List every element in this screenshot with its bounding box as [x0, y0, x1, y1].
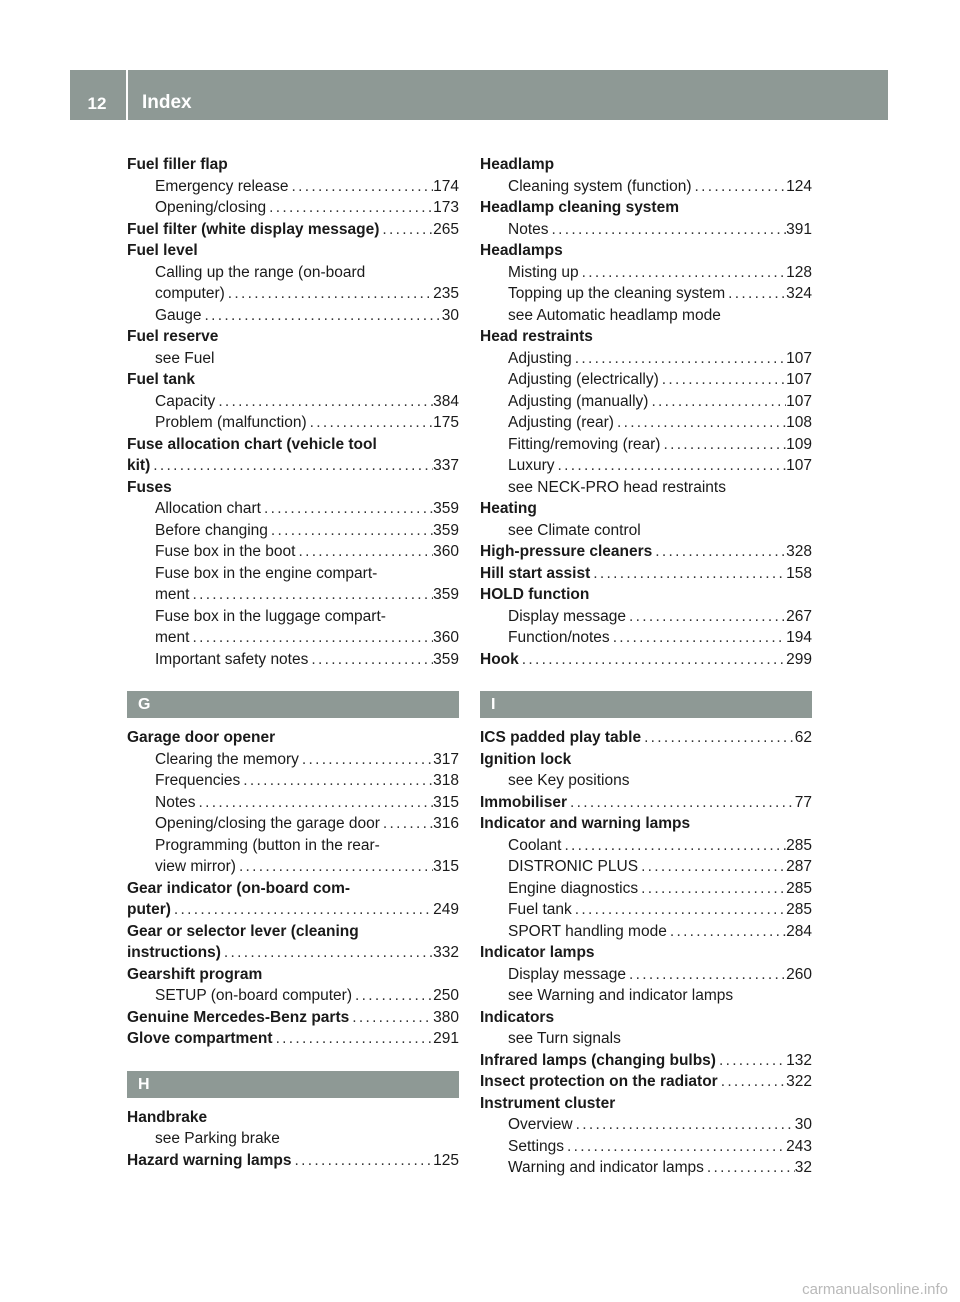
index-subentry: [480, 1136, 812, 1158]
entry-text: Fuse box in the luggage compart-: [155, 607, 386, 625]
entry-text: Indicator and warning lamps: [480, 815, 691, 832]
index-entry: [127, 326, 459, 348]
index-entry: [127, 727, 459, 749]
index-entry: [127, 1007, 459, 1029]
page-reference: 132: [786, 1051, 812, 1069]
index-subentry: [480, 1114, 812, 1136]
page-reference: 267: [786, 607, 812, 625]
index-subentry: [480, 176, 812, 198]
index-entry: [480, 541, 812, 563]
index-entry: [127, 477, 459, 499]
page-reference: 124: [786, 177, 812, 195]
dot-leader: [289, 176, 434, 198]
page-reference: 260: [786, 965, 812, 983]
entry-text: Fuel reserve: [127, 328, 219, 345]
index-subentry: [127, 1128, 459, 1150]
dot-leader: [295, 541, 433, 563]
letter-heading: H: [127, 1071, 459, 1098]
entry-text: Fuses: [127, 478, 172, 496]
dot-leader: [307, 412, 434, 434]
index-entry: [480, 1007, 812, 1029]
index-entry: [127, 219, 459, 241]
page-reference: 107: [786, 349, 812, 367]
dot-leader: [614, 412, 786, 434]
index-entry: [127, 240, 459, 262]
index-entry: [127, 455, 459, 477]
index-subentry: [480, 262, 812, 284]
dot-leader: [725, 283, 786, 305]
dot-leader: [273, 1028, 434, 1050]
index-subentry: [480, 520, 812, 542]
dot-leader: [240, 770, 433, 792]
index-subentry: [127, 391, 459, 413]
page-reference: 125: [433, 1151, 459, 1169]
index-entry: [480, 498, 812, 520]
dot-leader: [573, 1114, 795, 1136]
entry-text: Important safety notes: [155, 650, 309, 668]
index-subentry: [127, 985, 459, 1007]
entry-text: Before changing: [155, 521, 268, 539]
index-subentry: [127, 792, 459, 814]
entry-text: Emergency release: [155, 177, 289, 195]
index-entry: [480, 813, 812, 835]
dot-leader: [572, 348, 786, 370]
index-subentry: [480, 964, 812, 986]
dot-leader: [610, 627, 786, 649]
index-entry: [127, 1028, 459, 1050]
entry-text: Engine diagnostics: [508, 879, 639, 897]
dot-leader: [561, 835, 786, 857]
page-reference: 107: [786, 371, 812, 388]
dot-leader: [308, 649, 433, 671]
entry-text: SETUP (on-board computer): [155, 987, 352, 1004]
entry-text: Adjusting (electrically): [508, 371, 659, 388]
index-entry: [480, 792, 812, 814]
entry-text: Coolant: [508, 836, 562, 854]
entry-text: Glove compartment: [127, 1030, 273, 1047]
page-reference: 284: [786, 922, 812, 940]
index-entry: [480, 154, 812, 176]
watermark: carmanualsonline.info: [802, 1281, 948, 1298]
dot-leader: [352, 985, 433, 1007]
page-reference: 265: [433, 220, 459, 238]
entry-text: Settings: [508, 1137, 565, 1155]
index-entry: [127, 964, 459, 986]
index-entry: [480, 727, 812, 749]
index-entry: [127, 878, 459, 900]
entry-text: Headlamp cleaning system: [480, 199, 679, 216]
entry-text: Fitting/removing (rear): [508, 435, 661, 453]
index-entry: [480, 649, 812, 671]
index-subentry: [127, 749, 459, 771]
entry-text: Ignition lock: [480, 750, 572, 768]
page-reference: 173: [433, 199, 459, 216]
index-subentry: [127, 563, 459, 585]
entry-text: DISTRONIC PLUS: [508, 858, 639, 875]
page-reference: 359: [433, 500, 459, 517]
index-subentry: [480, 219, 812, 241]
entry-text: Handbrake: [127, 1108, 208, 1126]
entry-text: Instrument cluster: [480, 1094, 616, 1112]
page-reference: 109: [786, 435, 812, 453]
dot-leader: [189, 627, 433, 649]
dot-leader: [626, 606, 786, 628]
index-subentry: [127, 305, 459, 327]
index-entry: [480, 240, 812, 262]
index-subentry: [480, 455, 812, 477]
entry-text: Fuel filter (white display message): [127, 220, 380, 238]
entry-text: Allocation chart: [155, 500, 261, 517]
dot-leader: [299, 749, 433, 771]
page-reference: 315: [433, 793, 459, 811]
page-reference: 62: [794, 729, 812, 746]
dot-leader: [718, 1071, 786, 1093]
page-reference: 380: [433, 1008, 459, 1026]
section-title: Index: [142, 92, 192, 113]
entry-text: Gearshift program: [127, 965, 263, 983]
page-reference: 77: [794, 793, 812, 811]
entry-text: Warning and indicator lamps: [508, 1159, 704, 1176]
index-subentry: [480, 985, 812, 1007]
index-entry: [127, 434, 459, 456]
index-entry: [127, 154, 459, 176]
dot-leader: [171, 899, 433, 921]
entry-text: kit): [127, 457, 151, 474]
entry-text: SPORT handling mode: [508, 922, 667, 940]
entry-text: Genuine Mercedes-Benz parts: [127, 1008, 350, 1026]
index-entry: [127, 1107, 459, 1129]
entry-text: Overview: [508, 1116, 573, 1133]
index-subentry: [127, 348, 459, 370]
page-reference: 317: [433, 750, 459, 768]
page-reference: 285: [786, 901, 812, 918]
entry-text: see Warning and indicator lamps: [508, 987, 734, 1004]
entry-text: ICS padded play table: [480, 729, 642, 746]
index-entry: [480, 942, 812, 964]
entry-text: Garage door opener: [127, 729, 276, 746]
dot-leader: [221, 942, 433, 964]
entry-text: Insect protection on the radiator: [480, 1073, 718, 1090]
page-reference: 359: [433, 521, 459, 539]
index-subentry: [127, 649, 459, 671]
entry-text: Headlamps: [480, 242, 563, 259]
page-reference: 175: [433, 414, 459, 431]
entry-text: Hill start assist: [480, 564, 591, 582]
entry-text: Headlamp: [480, 156, 555, 173]
index-subentry: [127, 627, 459, 649]
dot-leader: [638, 856, 786, 878]
index-subentry: [127, 520, 459, 542]
page-reference: 243: [786, 1137, 812, 1155]
dot-leader: [652, 541, 786, 563]
index-entry: [480, 1071, 812, 1093]
dot-leader: [225, 283, 433, 305]
entry-text: Notes: [508, 220, 549, 238]
page-reference: 174: [433, 177, 459, 195]
entry-text: ment: [155, 629, 190, 646]
entry-text: Opening/closing the garage door: [155, 815, 380, 832]
entry-text: Gear indicator (on-board com-: [127, 879, 351, 897]
entry-text: Heating: [480, 500, 537, 517]
page-reference: 285: [786, 836, 812, 854]
dot-leader: [704, 1157, 795, 1179]
entry-text: Adjusting: [508, 349, 572, 367]
page-reference: 384: [433, 392, 459, 410]
dot-leader: [579, 262, 786, 284]
index-subentry: [480, 878, 812, 900]
dot-leader: [590, 563, 786, 585]
page-reference: 107: [786, 457, 812, 474]
index-subentry: [127, 606, 459, 628]
dot-leader: [692, 176, 787, 198]
entry-text: Clearing the memory: [155, 750, 299, 768]
index-entry: [127, 369, 459, 391]
index-subentry: [480, 391, 812, 413]
entry-text: Indicator lamps: [480, 944, 595, 961]
page-reference: 250: [433, 987, 459, 1004]
index-subentry: [480, 412, 812, 434]
dot-leader: [648, 391, 786, 413]
entry-text: Gear or selector lever (cleaning: [127, 922, 359, 940]
entry-text: Notes: [155, 793, 196, 811]
dot-leader: [379, 219, 433, 241]
entry-text: Luxury: [508, 457, 555, 474]
entry-text: Fuel tank: [508, 901, 572, 918]
index-subentry: [480, 856, 812, 878]
entry-text: Head restraints: [480, 328, 593, 345]
page-reference: 194: [786, 629, 812, 646]
page-reference: 235: [433, 285, 459, 302]
dot-leader: [268, 520, 433, 542]
index-subentry: [480, 348, 812, 370]
index-subentry: [480, 1028, 812, 1050]
page-number: 12: [87, 94, 107, 113]
index-subentry: [480, 835, 812, 857]
page-reference: 30: [794, 1116, 812, 1133]
page-reference: 291: [433, 1030, 459, 1047]
entry-text: Calling up the range (on-board: [155, 263, 366, 281]
page-reference: 318: [433, 772, 459, 789]
dot-leader: [638, 878, 786, 900]
page-reference: 285: [786, 879, 812, 897]
entry-text: HOLD function: [480, 586, 590, 603]
dot-leader: [567, 792, 795, 814]
dot-leader: [202, 305, 442, 327]
page-reference: 324: [786, 285, 812, 302]
dot-leader: [196, 792, 434, 814]
entry-text: Frequencies: [155, 772, 241, 789]
entry-text: Fuse box in the engine compart-: [155, 564, 378, 582]
page-reference: 249: [433, 901, 459, 918]
letter-heading: I: [480, 691, 812, 718]
page-reference: 322: [786, 1073, 812, 1090]
entry-text: Hazard warning lamps: [127, 1151, 292, 1169]
entry-text: Fuse allocation chart (vehicle tool: [127, 435, 377, 453]
entry-text: Fuel filler flap: [127, 156, 228, 173]
page-reference: 332: [433, 944, 459, 961]
dot-leader: [349, 1007, 433, 1029]
index-subentry: [480, 283, 812, 305]
index-subentry: [127, 856, 459, 878]
entry-text: computer): [155, 285, 225, 302]
entry-text: Problem (malfunction): [155, 414, 307, 431]
dot-leader: [380, 813, 433, 835]
index-subentry: [480, 627, 812, 649]
dot-leader: [659, 369, 786, 391]
index-subentry: [480, 434, 812, 456]
index-subentry: [480, 921, 812, 943]
entry-text: see Key positions: [508, 772, 630, 789]
entry-text: see Turn signals: [508, 1030, 621, 1047]
page-reference: 391: [786, 220, 812, 238]
index-subentry: [127, 176, 459, 198]
index-subentry: [127, 283, 459, 305]
index-entry: [127, 1150, 459, 1172]
entry-text: see Climate control: [508, 521, 641, 539]
entry-text: ment: [155, 586, 190, 603]
page-reference: 360: [433, 629, 459, 646]
dot-leader: [292, 1150, 434, 1172]
entry-text: Misting up: [508, 263, 579, 281]
index-entry: [480, 584, 812, 606]
entry-text: Programming (button in the rear-: [155, 836, 380, 854]
index-entry: [480, 1093, 812, 1115]
entry-text: Topping up the cleaning system: [508, 285, 726, 302]
entry-text: see Fuel: [155, 349, 215, 367]
dot-leader: [236, 856, 433, 878]
index-column-right: [480, 154, 812, 1179]
index-entry: [480, 326, 812, 348]
entry-text: Immobiliser: [480, 793, 567, 811]
index-subentry: [127, 770, 459, 792]
index-entry: [480, 197, 812, 219]
index-subentry: [480, 477, 812, 499]
index-entry: [127, 899, 459, 921]
entry-text: High-pressure cleaners: [480, 543, 653, 560]
entry-text: Cleaning system (function): [508, 177, 692, 195]
entry-text: Fuel level: [127, 242, 198, 259]
dot-leader: [667, 921, 786, 943]
page-reference: 299: [786, 650, 812, 668]
page-reference: 287: [786, 858, 812, 875]
header-divider: [126, 70, 128, 120]
dot-leader: [261, 498, 433, 520]
page-reference: 337: [433, 457, 459, 474]
page-header: [70, 70, 888, 120]
dot-leader: [549, 219, 787, 241]
index-subentry: [480, 899, 812, 921]
index-subentry: [127, 262, 459, 284]
dot-leader: [150, 455, 433, 477]
page-reference: 316: [433, 815, 459, 832]
page-reference: 328: [786, 543, 812, 560]
index-subentry: [127, 412, 459, 434]
dot-leader: [641, 727, 795, 749]
page-reference: 158: [786, 564, 812, 582]
index-entry: [480, 1050, 812, 1072]
index-subentry: [480, 770, 812, 792]
page-reference: 30: [441, 306, 459, 324]
entry-text: Capacity: [155, 392, 216, 410]
page-reference: 315: [433, 858, 459, 875]
page-reference: 32: [794, 1159, 812, 1176]
dot-leader: [716, 1050, 786, 1072]
index-column-left: [127, 154, 459, 1171]
dot-leader: [564, 1136, 786, 1158]
index-entry: [480, 749, 812, 771]
dot-leader: [519, 649, 786, 671]
page-reference: 360: [433, 543, 459, 560]
entry-text: puter): [127, 901, 171, 918]
entry-text: Display message: [508, 965, 627, 983]
dot-leader: [266, 197, 433, 219]
entry-text: Adjusting (rear): [508, 414, 614, 431]
index-subentry: [127, 498, 459, 520]
dot-leader: [189, 584, 433, 606]
letter-heading: G: [127, 691, 459, 718]
page-reference: 359: [433, 650, 459, 668]
index-subentry: [127, 813, 459, 835]
entry-text: instructions): [127, 944, 221, 961]
index-subentry: [127, 541, 459, 563]
entry-text: see Parking brake: [155, 1130, 280, 1147]
page-reference: 128: [786, 263, 812, 281]
index-subentry: [480, 305, 812, 327]
entry-text: Adjusting (manually): [508, 392, 649, 410]
entry-text: Function/notes: [508, 629, 610, 646]
index-entry: [127, 942, 459, 964]
dot-leader: [555, 455, 787, 477]
index-subentry: [480, 606, 812, 628]
index-subentry: [127, 584, 459, 606]
page-reference: 359: [433, 586, 459, 603]
dot-leader: [660, 434, 786, 456]
entry-text: see Automatic headlamp mode: [508, 306, 721, 324]
entry-text: Indicators: [480, 1008, 555, 1026]
index-entry: [127, 921, 459, 943]
entry-text: Gauge: [155, 306, 202, 324]
entry-text: view mirror): [155, 858, 236, 875]
index-subentry: [480, 1157, 812, 1179]
index-subentry: [127, 197, 459, 219]
index-subentry: [127, 835, 459, 857]
entry-text: see NECK-PRO head restraints: [508, 478, 726, 496]
entry-text: Display message: [508, 607, 627, 625]
dot-leader: [626, 964, 786, 986]
entry-text: Fuse box in the boot: [155, 543, 296, 560]
page-reference: 107: [786, 392, 812, 410]
dot-leader: [215, 391, 433, 413]
entry-text: Hook: [480, 650, 519, 668]
entry-text: Fuel tank: [127, 371, 196, 388]
page-reference: 108: [786, 414, 812, 431]
entry-text: Infrared lamps (changing bulbs): [480, 1051, 716, 1069]
index-entry: [480, 563, 812, 585]
index-subentry: [480, 369, 812, 391]
dot-leader: [572, 899, 786, 921]
entry-text: Opening/closing: [155, 199, 267, 216]
